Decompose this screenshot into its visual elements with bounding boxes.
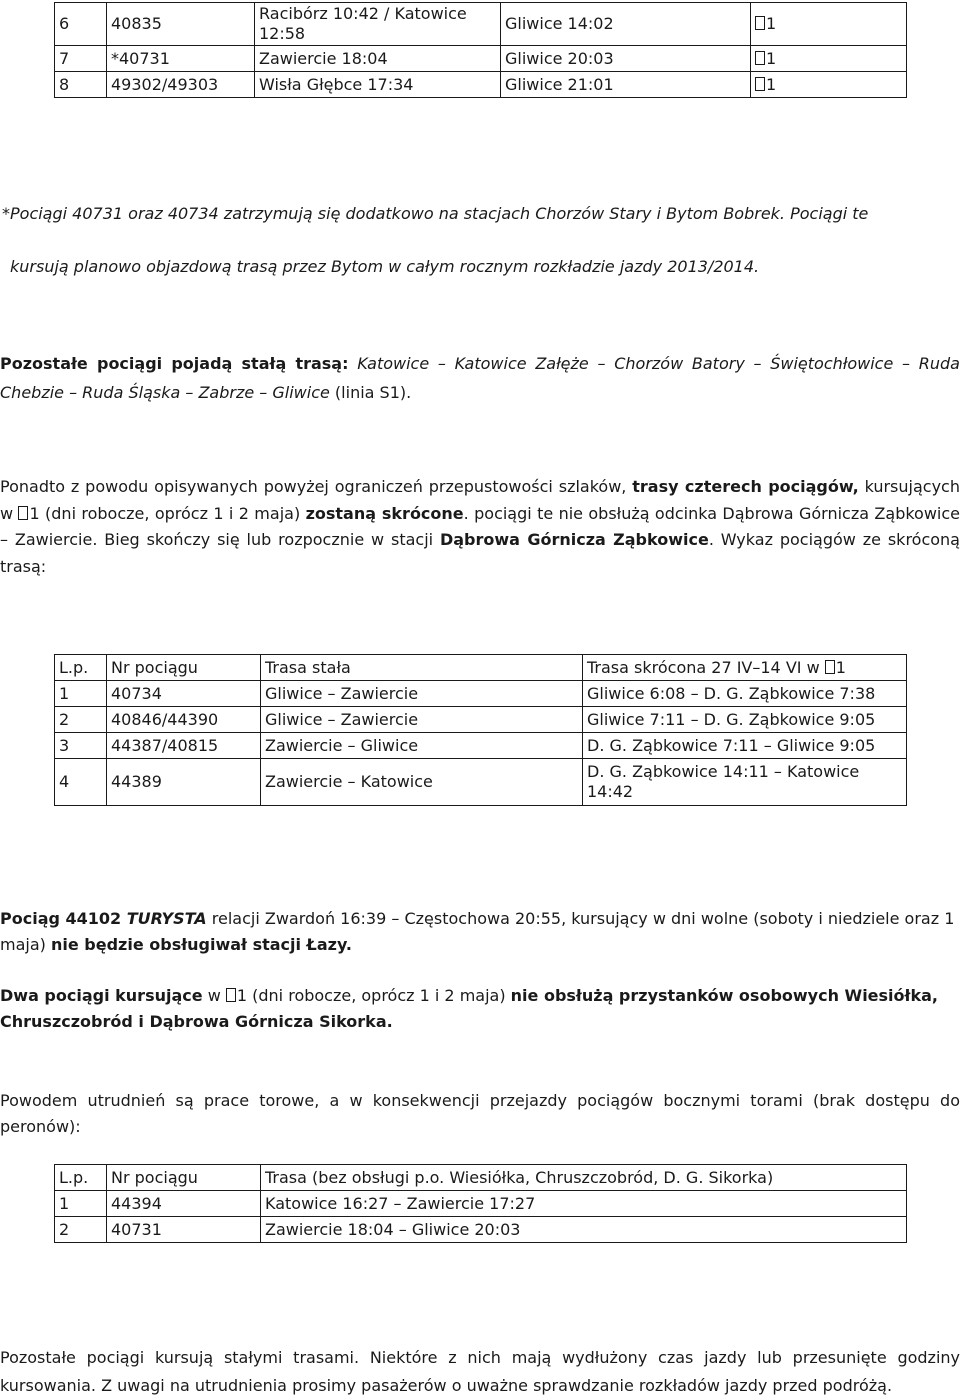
table-row — [55, 72, 907, 98]
lp-cell: 4 — [55, 759, 107, 806]
destination-cell: Gliwice 21:01 — [501, 72, 751, 98]
trains-table-continued — [54, 2, 907, 98]
days-cell: 1 — [751, 3, 907, 46]
calendar-symbol-icon — [755, 51, 765, 65]
fixed-route-cell: Gliwice – Zawiercie — [261, 707, 583, 733]
table-row — [55, 759, 907, 806]
lp-cell: 2 — [55, 707, 107, 733]
route-cell: Katowice 16:27 – Zawiercie 17:27 — [261, 1191, 907, 1217]
origin-cell: Zawiercie 18:04 — [255, 46, 501, 72]
origin-cell: Racibórz 10:42 / Katowice 12:58 — [255, 3, 501, 46]
calendar-symbol-icon — [18, 506, 28, 520]
lp-cell: 1 — [55, 681, 107, 707]
origin-cell: Wisła Głębce 17:34 — [255, 72, 501, 98]
table-row — [55, 733, 907, 759]
table-row — [55, 707, 907, 733]
train-number-cell: 44389 — [107, 759, 261, 806]
header-shortened-route: Trasa skrócona 27 IV–14 VI w 1 — [583, 655, 907, 681]
days-cell: 1 — [751, 46, 907, 72]
header-fixed-route: Trasa stała — [261, 655, 583, 681]
table-header-row — [55, 1165, 907, 1191]
fixed-route-cell: Gliwice – Zawiercie — [261, 681, 583, 707]
table-row — [55, 1217, 907, 1243]
train-number-cell: 40835 — [107, 3, 255, 46]
shortened-route-cell: Gliwice 7:11 – D. G. Ząbkowice 9:05 — [583, 707, 907, 733]
days-cell: 1 — [751, 72, 907, 98]
route-stations: Katowice – Katowice Załęże – Chorzów Batory – Świętochłowice – Ruda Chebzie – Ruda Śląska – Zabrze – Gliwice — [0, 354, 960, 402]
train-number-cell: 44394 — [107, 1191, 261, 1217]
lp-cell: 3 — [55, 733, 107, 759]
train-number-cell: *40731 — [107, 46, 255, 72]
shortened-route-cell: D. G. Ząbkowice 14:11 – Katowice 14:42 — [583, 759, 907, 806]
lp-cell: 6 — [55, 3, 107, 46]
two-trains-paragraph: Dwa pociągi kursujące w 1 (dni robocze, oprócz 1 i 2 maja) nie obsłużą przystanków osobowych Wiesiółka, Chruszczobród i Dąbrowa Górnicza Sikorka. — [0, 986, 938, 1031]
shortened-trains-table — [54, 654, 907, 806]
fixed-route-cell: Zawiercie – Gliwice — [261, 733, 583, 759]
header-route: Trasa (bez obsługi p.o. Wiesiółka, Chruszczobród, D. G. Sikorka) — [261, 1165, 907, 1191]
header-lp: L.p. — [55, 655, 107, 681]
header-train-number: Nr pociągu — [107, 1165, 261, 1191]
lp-cell: 8 — [55, 72, 107, 98]
table-header-row — [55, 655, 907, 681]
regular-route-paragraph: Pozostałe pociągi pojadą stałą trasą: Katowice – Katowice Załęże – Chorzów Batory – Świętochłowice – Ruda Chebzie – Ruda Śląska – Zabrze – Gliwice (linia S1). — [0, 354, 960, 402]
lp-cell: 1 — [55, 1191, 107, 1217]
train-number-cell: 40731 — [107, 1217, 261, 1243]
shortened-route-cell: Gliwice 6:08 – D. G. Ząbkowice 7:38 — [583, 681, 907, 707]
route-cell: Zawiercie 18:04 – Gliwice 20:03 — [261, 1217, 907, 1243]
calendar-symbol-icon — [825, 660, 835, 674]
calendar-symbol-icon — [755, 77, 765, 91]
table-row — [55, 681, 907, 707]
lp-cell: 2 — [55, 1217, 107, 1243]
table-row — [55, 3, 907, 46]
final-paragraph: Pozostałe pociągi kursują stałymi trasami. Niektóre z nich mają wydłużony czas jazdy lub przesunięte godziny kursowania. Z uwagi na utrudnienia prosimy pasażerów o uważne sprawdzanie rozkładów jazdy przed podróżą. — [0, 1348, 960, 1395]
destination-cell: Gliwice 14:02 — [501, 3, 751, 46]
train-number-cell: 40846/44390 — [107, 707, 261, 733]
lp-cell: 7 — [55, 46, 107, 72]
train-name: TURYSTA — [126, 909, 207, 928]
header-lp: L.p. — [55, 1165, 107, 1191]
train-number-cell: 44387/40815 — [107, 733, 261, 759]
shortened-trains-paragraph: Ponadto z powodu opisywanych powyżej ograniczeń przepustowości szlaków, trasy czterech pociągów, kursujących w 1 (dni robocze, oprócz 1 i 2 maja) zostaną skrócone. pociągi te nie obsłużą odcinka Dąbrowa Górnicza Ząbkowice – Zawiercie. Bieg skończy się lub rozpocznie w stacji Dąbrowa Górnicza Ząbkowice. Wykaz pociągów ze skróconą trasą: — [0, 477, 960, 576]
track-works-paragraph: Powodem utrudnień są prace torowe, a w konsekwencji przejazdy pociągów bocznymi torami (brak dostępu do peronów): — [0, 1091, 960, 1136]
detour-note-line-1: *Pociągi 40731 oraz 40734 zatrzymują się dodatkowo na stacjach Chorzów Stary i Bytom Bobrek. Pociągi te — [2, 204, 869, 223]
calendar-symbol-icon — [226, 988, 236, 1002]
shortened-route-cell: D. G. Ząbkowice 7:11 – Gliwice 9:05 — [583, 733, 907, 759]
header-train-number: Nr pociągu — [107, 655, 261, 681]
table-row — [55, 1191, 907, 1217]
train-number-cell: 40734 — [107, 681, 261, 707]
table-row — [55, 46, 907, 72]
train-number-cell: 49302/49303 — [107, 72, 255, 98]
fixed-route-cell: Zawiercie – Katowice — [261, 759, 583, 806]
calendar-symbol-icon — [755, 16, 765, 30]
detour-note — [0, 204, 960, 277]
destination-cell: Gliwice 20:03 — [501, 46, 751, 72]
turysta-paragraph: Pociąg 44102 TURYSTA relacji Zwardoń 16:39 – Częstochowa 20:55, kursujący w dni wolne (soboty i niedziele oraz 1 maja) nie będzie obsługiwał stacji Łazy. — [0, 909, 955, 954]
side-track-trains-table — [54, 1164, 907, 1243]
detour-note-line-2: kursują planowo objazdową trasą przez Bytom w całym rocznym rozkładzie jazdy 2013/2014. — [10, 257, 760, 276]
